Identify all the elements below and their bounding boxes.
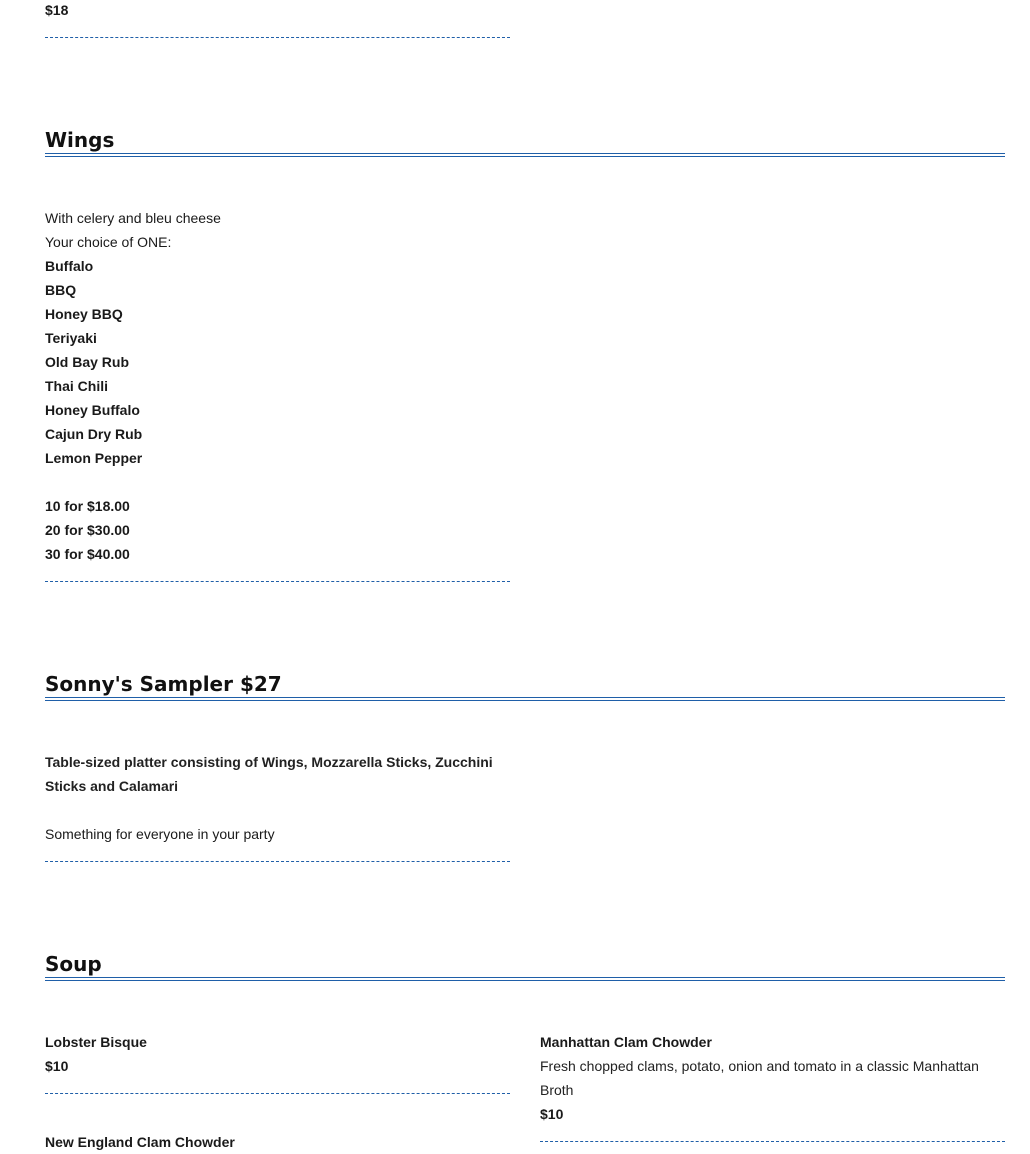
flavor-item: Honey BBQ [45,306,123,322]
flavor-item: Honey Buffalo [45,402,140,418]
soup-item-price: $10 [45,1058,69,1074]
wings-choice-note: Your choice of ONE: [45,234,172,250]
section-title-soup: Soup [45,952,102,976]
flavor-item: Old Bay Rub [45,354,130,370]
section-rule [45,977,1005,981]
item-divider [540,1141,1005,1142]
item-divider [45,37,510,38]
item-price: $18 [45,2,69,18]
flavor-item: BBQ [45,282,77,298]
section-rule [45,153,1005,157]
soup-item-name: Manhattan Clam Chowder [540,1034,712,1050]
section-rule [45,697,1005,701]
soup-item [45,1030,510,1078]
section-title-sampler: Sonny's Sampler $27 [45,672,282,696]
sampler-desc: Something for everyone in your party [45,826,275,842]
item-divider [45,581,510,582]
wings-flavor-list [45,254,510,470]
flavor-item: Lemon Pepper [45,450,143,466]
item-divider [45,1093,510,1094]
wings-price-list [45,494,510,566]
item-divider [45,861,510,862]
flavor-item: Cajun Dry Rub [45,426,143,442]
soup-item [45,1130,510,1154]
wings-desc: With celery and bleu cheese [45,210,221,226]
price-tier: 10 for $18.00 [45,498,130,514]
price-tier: 30 for $40.00 [45,546,130,562]
soup-item-price: $10 [540,1106,564,1122]
section-title-wings: Wings [45,128,115,152]
flavor-item: Teriyaki [45,330,97,346]
soup-item-name: New England Clam Chowder [45,1134,235,1150]
sampler-desc-bold: Table-sized platter consisting of Wings, Mozzarella Sticks, Zucchini Sticks and Calamari [45,754,493,794]
soup-item-name: Lobster Bisque [45,1034,147,1050]
price-tier: 20 for $30.00 [45,522,130,538]
flavor-item: Thai Chili [45,378,108,394]
flavor-item: Buffalo [45,258,94,274]
soup-item [540,1030,1005,1126]
soup-item-desc: Fresh chopped clams, potato, onion and tomato in a classic Manhattan Broth [540,1058,979,1098]
